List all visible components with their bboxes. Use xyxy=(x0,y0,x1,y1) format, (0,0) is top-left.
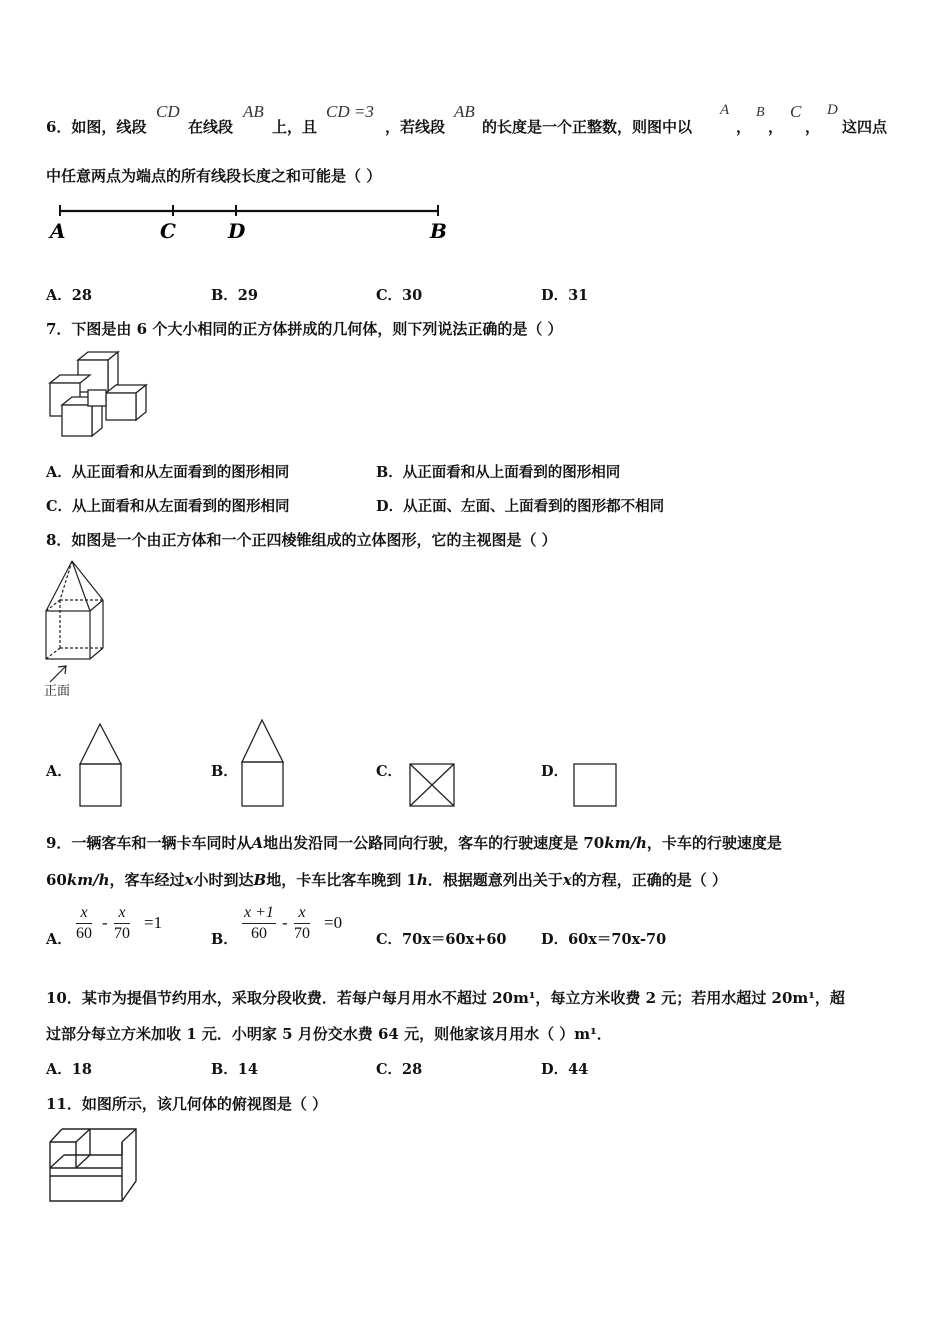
label-b: B xyxy=(430,219,447,243)
q8-option-a-label[interactable]: A． xyxy=(46,763,72,780)
q6-math-cd: CD xyxy=(156,102,180,121)
q10-line1: 10．某市为提倡节约用水，采取分段收费．若每户每月用水不超过 20m¹，每立方米收费 2 元；若用水超过 20m¹，超 xyxy=(46,989,845,1007)
q6-text-zaixianduan: 在线段 xyxy=(188,118,234,136)
q8-solid-figure xyxy=(40,558,110,703)
q9-option-b-frac1: $\frac{x +1}{60}$ xyxy=(244,904,274,942)
q6-option-b[interactable]: B．29 xyxy=(211,287,258,304)
q8-option-a-figure[interactable] xyxy=(78,720,124,808)
q9-option-b-frac2: $\frac{x}{70}$ xyxy=(294,904,310,942)
q8-option-c-figure[interactable] xyxy=(408,762,456,808)
q6-comma3: ， xyxy=(805,118,821,136)
q8-option-d-label[interactable]: D． xyxy=(541,763,569,780)
q8-front-label: 正面 xyxy=(44,684,71,699)
q11-solid-figure xyxy=(46,1126,142,1206)
q10-option-c[interactable]: C．28 xyxy=(376,1061,423,1078)
q9-line2: 60km/h，客车经过x小时到达B地，卡车比客车晚到 1h．根据题意列出关于x的方程，正确的是（ ） xyxy=(46,871,727,889)
q6-option-c[interactable]: C．30 xyxy=(376,287,423,304)
q6-line1: 6．如图，线段 xyxy=(46,118,147,136)
q8-option-b-label[interactable]: B． xyxy=(211,763,238,780)
q7-option-c[interactable]: C．从上面看和从左面看到的图形相同 xyxy=(46,498,290,515)
q6-text-shangqie: 上，且 xyxy=(272,118,318,136)
q6-line2: 中任意两点为端点的所有线段长度之和可能是（ ） xyxy=(46,167,382,185)
q6-segment-figure xyxy=(50,200,450,245)
q9-option-c[interactable]: C．70x＝60x+60 xyxy=(376,931,507,948)
q6-math-c: C xyxy=(790,102,802,121)
label-c: C xyxy=(160,219,176,243)
q7-cubes-figure xyxy=(48,350,152,442)
q6-math-ab: AB xyxy=(243,102,264,121)
q6-math-ab2: AB xyxy=(454,102,475,121)
q9-option-b-minus: - xyxy=(282,913,288,932)
q6-text-middle: 的长度是一个正整数，则图中以 xyxy=(482,118,693,136)
q10-option-a[interactable]: A．18 xyxy=(46,1061,92,1078)
q6-math-a: A xyxy=(720,102,730,118)
q7-option-d[interactable]: D．从正面、左面、上面看到的图形都不相同 xyxy=(376,498,665,515)
label-d: D xyxy=(228,219,246,243)
q6-comma2: ， xyxy=(768,118,784,136)
q9-option-d[interactable]: D．60x＝70x-70 xyxy=(541,931,667,948)
q6-text-ruoxianduan: ，若线段 xyxy=(385,118,446,136)
q6-math-d: D xyxy=(827,102,838,118)
q6-option-a[interactable]: A．28 xyxy=(46,287,92,304)
q11-text: 11．如图所示，该几何体的俯视图是（ ） xyxy=(46,1095,328,1113)
q8-option-c-label[interactable]: C． xyxy=(376,763,403,780)
q10-option-d[interactable]: D．44 xyxy=(541,1061,589,1078)
q7-option-a[interactable]: A．从正面看和从左面看到的图形相同 xyxy=(46,464,290,481)
q10-line2: 过部分每立方米加收 1 元．小明家 5 月份交水费 64 元，则他家该月用水（ ）m¹． xyxy=(46,1025,612,1043)
q9-option-b-rhs: =0 xyxy=(324,913,343,932)
q8-text: 8．如图是一个由正方体和一个正四棱锥组成的立体图形，它的主视图是（ ） xyxy=(46,531,557,549)
q7-text: 7．下图是由 6 个大小相同的正方体拼成的几何体，则下列说法正确的是（ ） xyxy=(46,320,563,338)
q10-option-b[interactable]: B．14 xyxy=(211,1061,258,1078)
q8-option-d-figure[interactable] xyxy=(572,762,618,808)
label-a: A xyxy=(50,219,66,243)
q6-option-d[interactable]: D．31 xyxy=(541,287,589,304)
q8-option-b-figure[interactable] xyxy=(240,718,286,808)
q6-math-b: B xyxy=(756,105,765,120)
q9-option-a-frac2: $\frac{x}{70}$ xyxy=(114,904,130,942)
q7-option-b[interactable]: B．从正面看和从上面看到的图形相同 xyxy=(376,464,621,481)
q9-option-a-frac1: $\frac{x}{60}$ xyxy=(76,904,92,942)
q6-comma1: ， xyxy=(736,118,752,136)
q9-option-b-label[interactable]: B． xyxy=(211,931,238,948)
q9-line1: 9．一辆客车和一辆卡车同时从A地出发沿同一公路同向行驶，客车的行驶速度是 70km/h，卡车的行驶速度是 xyxy=(46,834,782,852)
q6-text-end: 这四点 xyxy=(842,118,888,136)
q9-option-a-label[interactable]: A． xyxy=(46,931,72,948)
q9-option-a-minus: - xyxy=(102,913,108,932)
q6-math-cd-eq: CD =3 xyxy=(326,102,374,121)
q9-option-a-rhs: =1 xyxy=(144,913,163,932)
